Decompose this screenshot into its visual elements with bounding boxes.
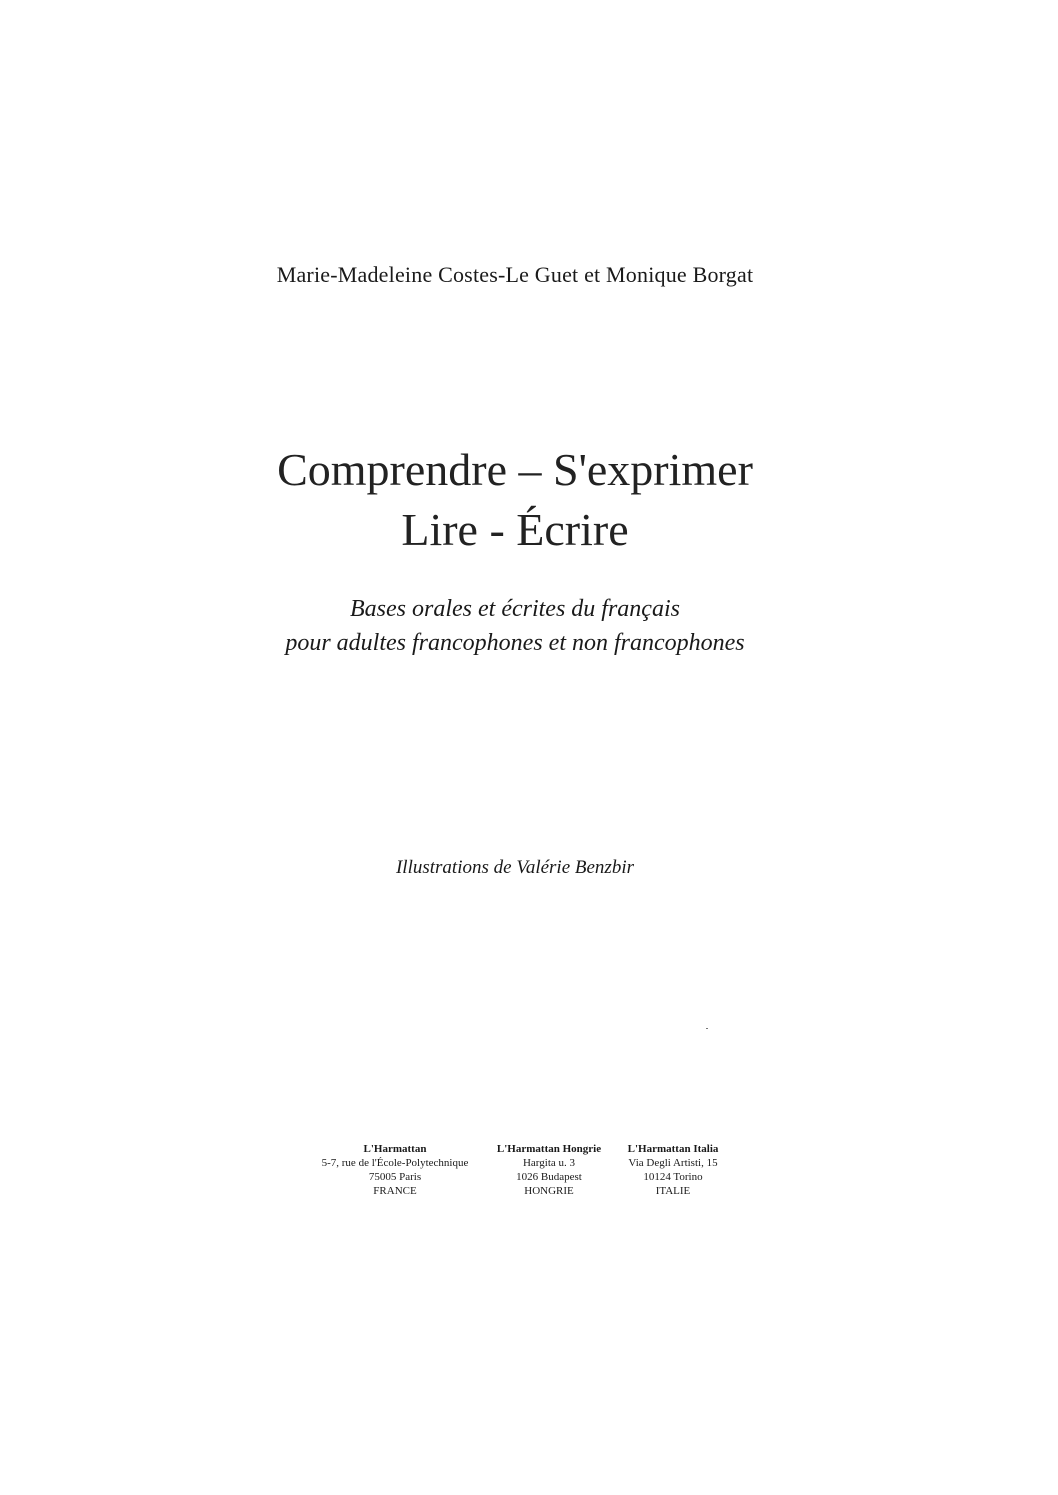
title-line-1: Comprendre – S'exprimer <box>277 444 753 495</box>
publisher-country: HONGRIE <box>524 1185 574 1197</box>
book-subtitle <box>0 592 1030 660</box>
scan-speck <box>706 1028 708 1029</box>
publisher-name: L'Harmattan Hongrie <box>496 1143 602 1155</box>
publisher-city: 10124 Torino <box>643 1171 703 1183</box>
subtitle-line-1: Bases orales et écrites du français <box>350 596 680 622</box>
illustrations-credit: Illustrations de Valérie Benzbir <box>395 857 634 878</box>
publishers-block <box>310 1142 728 1198</box>
publisher-country: FRANCE <box>373 1185 417 1197</box>
publisher-country: ITALIE <box>655 1185 691 1197</box>
authors-line: Marie-Madeleine Costes-Le Guet et Monique Borgat <box>276 262 754 287</box>
publisher-address: 5-7, rue de l'École-Polytechnique <box>321 1157 469 1169</box>
publisher-name: L'Harmattan Italia <box>627 1143 719 1155</box>
title-line-2: Lire - Écrire <box>401 504 629 555</box>
publisher-france <box>310 1142 480 1198</box>
publisher-address: Hargita u. 3 <box>522 1157 576 1169</box>
book-title <box>0 440 1030 560</box>
publisher-address: Via Degli Artisti, 15 <box>628 1157 718 1169</box>
subtitle-line-2: pour adultes francophones et non francophones <box>285 630 745 656</box>
publisher-italia <box>618 1142 728 1198</box>
publisher-name: L'Harmattan <box>363 1143 427 1155</box>
publisher-city: 75005 Paris <box>368 1171 422 1183</box>
publisher-hongrie <box>490 1142 608 1198</box>
publisher-city: 1026 Budapest <box>516 1171 582 1183</box>
